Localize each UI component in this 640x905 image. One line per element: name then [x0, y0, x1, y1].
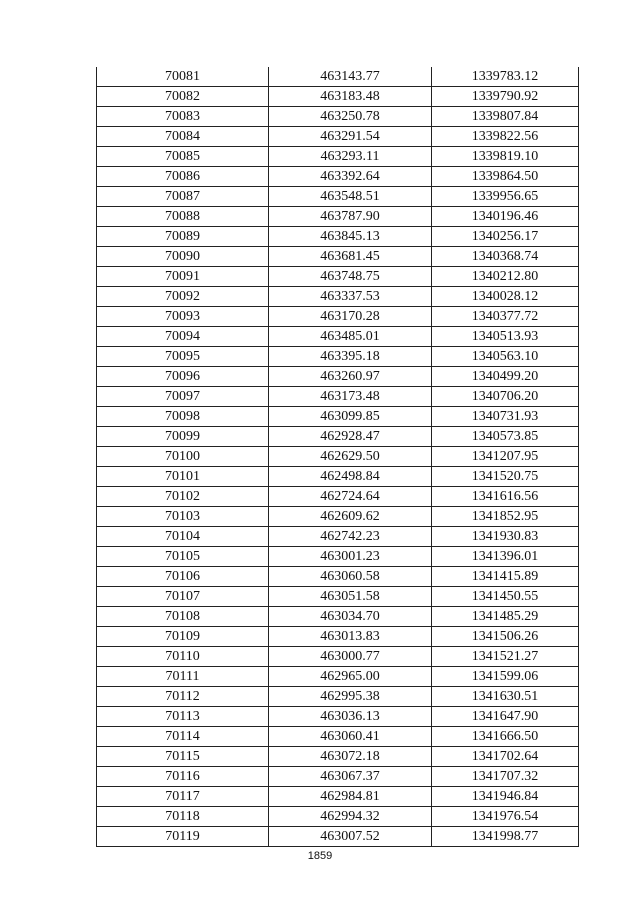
- x-coordinate-cell: 463051.58: [269, 587, 432, 607]
- x-coordinate-cell: 463183.48: [269, 87, 432, 107]
- y-coordinate-cell: 1341647.90: [432, 707, 579, 727]
- table-row: [97, 647, 579, 667]
- x-coordinate-cell: 462984.81: [269, 787, 432, 807]
- point-id-cell: 70119: [97, 827, 269, 847]
- y-coordinate-cell: 1340377.72: [432, 307, 579, 327]
- point-id-cell: 70090: [97, 247, 269, 267]
- table-row: [97, 307, 579, 327]
- x-coordinate-cell: 463392.64: [269, 167, 432, 187]
- y-coordinate-cell: 1339790.92: [432, 87, 579, 107]
- point-id-cell: 70101: [97, 467, 269, 487]
- y-coordinate-cell: 1340256.17: [432, 227, 579, 247]
- table-row: [97, 207, 579, 227]
- table-row: [97, 87, 579, 107]
- x-coordinate-cell: 463260.97: [269, 367, 432, 387]
- table-row: [97, 67, 579, 87]
- point-id-cell: 70096: [97, 367, 269, 387]
- y-coordinate-cell: 1341521.27: [432, 647, 579, 667]
- table-row: [97, 347, 579, 367]
- point-id-cell: 70106: [97, 567, 269, 587]
- point-id-cell: 70110: [97, 647, 269, 667]
- point-id-cell: 70116: [97, 767, 269, 787]
- table-row: [97, 667, 579, 687]
- table-row: [97, 707, 579, 727]
- coordinate-table-body: [97, 67, 579, 847]
- page-number: 1859: [307, 850, 333, 862]
- point-id-cell: 70087: [97, 187, 269, 207]
- point-id-cell: 70102: [97, 487, 269, 507]
- y-coordinate-cell: 1341630.51: [432, 687, 579, 707]
- x-coordinate-cell: 462629.50: [269, 447, 432, 467]
- x-coordinate-cell: 463845.13: [269, 227, 432, 247]
- point-id-cell: 70089: [97, 227, 269, 247]
- point-id-cell: 70104: [97, 527, 269, 547]
- point-id-cell: 70100: [97, 447, 269, 467]
- y-coordinate-cell: 1340573.85: [432, 427, 579, 447]
- x-coordinate-cell: 463036.13: [269, 707, 432, 727]
- table-row: [97, 447, 579, 467]
- table-row: [97, 167, 579, 187]
- y-coordinate-cell: 1340028.12: [432, 287, 579, 307]
- x-coordinate-cell: 463143.77: [269, 67, 432, 87]
- y-coordinate-cell: 1341207.95: [432, 447, 579, 467]
- table-row: [97, 127, 579, 147]
- table-row: [97, 187, 579, 207]
- table-row: [97, 587, 579, 607]
- point-id-cell: 70082: [97, 87, 269, 107]
- y-coordinate-cell: 1340196.46: [432, 207, 579, 227]
- y-coordinate-cell: 1341450.55: [432, 587, 579, 607]
- x-coordinate-cell: 463034.70: [269, 607, 432, 627]
- y-coordinate-cell: 1341599.06: [432, 667, 579, 687]
- x-coordinate-cell: 462498.84: [269, 467, 432, 487]
- point-id-cell: 70108: [97, 607, 269, 627]
- x-coordinate-cell: 463681.45: [269, 247, 432, 267]
- table-row: [97, 767, 579, 787]
- point-id-cell: 70084: [97, 127, 269, 147]
- x-coordinate-cell: 463291.54: [269, 127, 432, 147]
- x-coordinate-cell: 463485.01: [269, 327, 432, 347]
- y-coordinate-cell: 1339956.65: [432, 187, 579, 207]
- x-coordinate-cell: 463000.77: [269, 647, 432, 667]
- table-row: [97, 327, 579, 347]
- table-row: [97, 547, 579, 567]
- x-coordinate-cell: 462742.23: [269, 527, 432, 547]
- y-coordinate-cell: 1339822.56: [432, 127, 579, 147]
- y-coordinate-cell: 1341666.50: [432, 727, 579, 747]
- point-id-cell: 70085: [97, 147, 269, 167]
- table-row: [97, 147, 579, 167]
- point-id-cell: 70114: [97, 727, 269, 747]
- x-coordinate-cell: 462928.47: [269, 427, 432, 447]
- point-id-cell: 70111: [97, 667, 269, 687]
- table-row: [97, 487, 579, 507]
- y-coordinate-cell: 1340499.20: [432, 367, 579, 387]
- table-row: [97, 827, 579, 847]
- table-row: [97, 287, 579, 307]
- y-coordinate-cell: 1341946.84: [432, 787, 579, 807]
- table-row: [97, 267, 579, 287]
- y-coordinate-cell: 1341707.32: [432, 767, 579, 787]
- point-id-cell: 70109: [97, 627, 269, 647]
- point-id-cell: 70099: [97, 427, 269, 447]
- x-coordinate-cell: 463007.52: [269, 827, 432, 847]
- x-coordinate-cell: 463173.48: [269, 387, 432, 407]
- point-id-cell: 70081: [97, 67, 269, 87]
- table-row: [97, 227, 579, 247]
- point-id-cell: 70117: [97, 787, 269, 807]
- x-coordinate-cell: 462724.64: [269, 487, 432, 507]
- y-coordinate-cell: 1340731.93: [432, 407, 579, 427]
- table-row: [97, 107, 579, 127]
- x-coordinate-cell: 463067.37: [269, 767, 432, 787]
- y-coordinate-cell: 1341616.56: [432, 487, 579, 507]
- x-coordinate-cell: 463060.58: [269, 567, 432, 587]
- x-coordinate-cell: 463170.28: [269, 307, 432, 327]
- table-row: [97, 747, 579, 767]
- y-coordinate-cell: 1341998.77: [432, 827, 579, 847]
- y-coordinate-cell: 1339783.12: [432, 67, 579, 87]
- y-coordinate-cell: 1340513.93: [432, 327, 579, 347]
- point-id-cell: 70098: [97, 407, 269, 427]
- y-coordinate-cell: 1340212.80: [432, 267, 579, 287]
- table-row: [97, 407, 579, 427]
- y-coordinate-cell: 1340563.10: [432, 347, 579, 367]
- y-coordinate-cell: 1341852.95: [432, 507, 579, 527]
- x-coordinate-cell: 463787.90: [269, 207, 432, 227]
- x-coordinate-cell: 463748.75: [269, 267, 432, 287]
- table-row: [97, 627, 579, 647]
- y-coordinate-cell: 1339819.10: [432, 147, 579, 167]
- point-id-cell: 70094: [97, 327, 269, 347]
- table-row: [97, 607, 579, 627]
- coordinate-table: [96, 67, 579, 847]
- y-coordinate-cell: 1341415.89: [432, 567, 579, 587]
- point-id-cell: 70092: [97, 287, 269, 307]
- table-row: [97, 807, 579, 827]
- table-row: [97, 527, 579, 547]
- x-coordinate-cell: 463548.51: [269, 187, 432, 207]
- x-coordinate-cell: 463072.18: [269, 747, 432, 767]
- table-row: [97, 727, 579, 747]
- point-id-cell: 70113: [97, 707, 269, 727]
- y-coordinate-cell: 1340368.74: [432, 247, 579, 267]
- x-coordinate-cell: 463395.18: [269, 347, 432, 367]
- x-coordinate-cell: 462994.32: [269, 807, 432, 827]
- y-coordinate-cell: 1341520.75: [432, 467, 579, 487]
- x-coordinate-cell: 463293.11: [269, 147, 432, 167]
- table-row: [97, 787, 579, 807]
- table-row: [97, 427, 579, 447]
- point-id-cell: 70115: [97, 747, 269, 767]
- table-row: [97, 567, 579, 587]
- y-coordinate-cell: 1341702.64: [432, 747, 579, 767]
- table-row: [97, 467, 579, 487]
- x-coordinate-cell: 463250.78: [269, 107, 432, 127]
- y-coordinate-cell: 1339807.84: [432, 107, 579, 127]
- y-coordinate-cell: 1341485.29: [432, 607, 579, 627]
- x-coordinate-cell: 463001.23: [269, 547, 432, 567]
- table-row: [97, 367, 579, 387]
- y-coordinate-cell: 1341930.83: [432, 527, 579, 547]
- table-row: [97, 507, 579, 527]
- point-id-cell: 70088: [97, 207, 269, 227]
- point-id-cell: 70095: [97, 347, 269, 367]
- x-coordinate-cell: 463099.85: [269, 407, 432, 427]
- point-id-cell: 70093: [97, 307, 269, 327]
- point-id-cell: 70112: [97, 687, 269, 707]
- point-id-cell: 70086: [97, 167, 269, 187]
- x-coordinate-cell: 463060.41: [269, 727, 432, 747]
- x-coordinate-cell: 463013.83: [269, 627, 432, 647]
- y-coordinate-cell: 1341976.54: [432, 807, 579, 827]
- point-id-cell: 70107: [97, 587, 269, 607]
- point-id-cell: 70091: [97, 267, 269, 287]
- table-row: [97, 387, 579, 407]
- point-id-cell: 70097: [97, 387, 269, 407]
- point-id-cell: 70105: [97, 547, 269, 567]
- y-coordinate-cell: 1340706.20: [432, 387, 579, 407]
- y-coordinate-cell: 1341506.26: [432, 627, 579, 647]
- table-row: [97, 687, 579, 707]
- y-coordinate-cell: 1339864.50: [432, 167, 579, 187]
- x-coordinate-cell: 462995.38: [269, 687, 432, 707]
- y-coordinate-cell: 1341396.01: [432, 547, 579, 567]
- point-id-cell: 70083: [97, 107, 269, 127]
- x-coordinate-cell: 462965.00: [269, 667, 432, 687]
- x-coordinate-cell: 463337.53: [269, 287, 432, 307]
- x-coordinate-cell: 462609.62: [269, 507, 432, 527]
- table-row: [97, 247, 579, 267]
- point-id-cell: 70118: [97, 807, 269, 827]
- point-id-cell: 70103: [97, 507, 269, 527]
